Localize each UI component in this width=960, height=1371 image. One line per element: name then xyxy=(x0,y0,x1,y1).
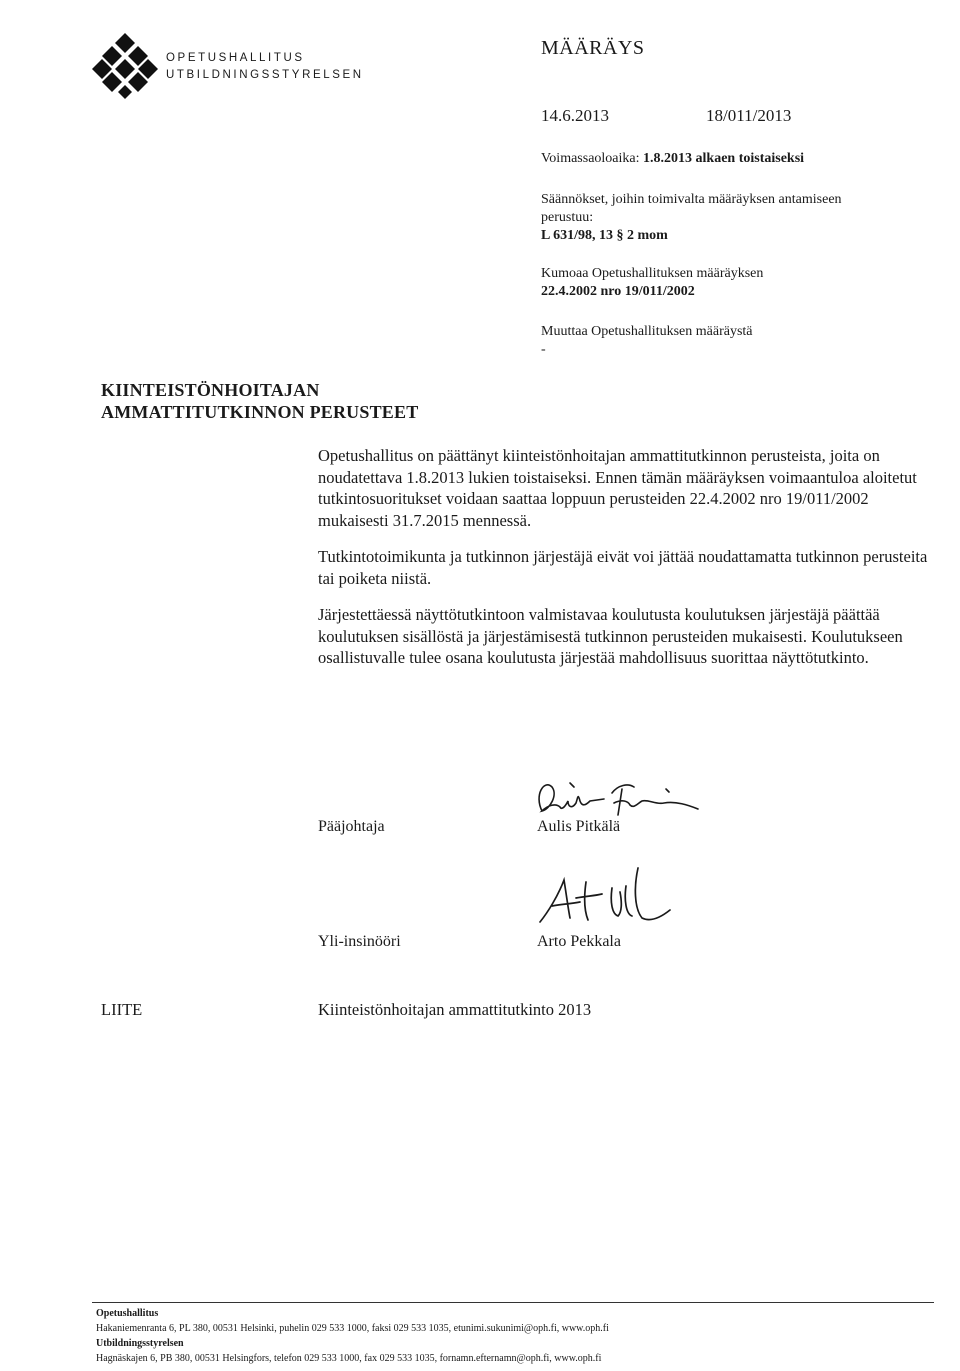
amends-label: Muuttaa Opetushallituksen määräystä xyxy=(541,324,753,339)
repeals xyxy=(541,265,901,301)
signatory-role-2: Yli-insinööri xyxy=(318,933,401,950)
footer-org-fi: Opetushallitus xyxy=(96,1308,159,1319)
amends-value: - xyxy=(541,342,546,357)
signature-icon-2 xyxy=(530,862,680,934)
org-name xyxy=(166,50,364,84)
footer-address-sv: Hagnäskajen 6, PB 380, 00531 Helsingfors, telefon 029 533 1000, fax 029 533 1035, fornamn.efternamn@oph.fi, www.oph.fi xyxy=(96,1353,602,1364)
logo-icon xyxy=(92,33,158,99)
title-line-1: KIINTEISTÖNHOITAJAN xyxy=(101,380,320,400)
validity xyxy=(541,150,901,168)
amends xyxy=(541,323,901,359)
paragraph-3: Järjestettäessä näyttötutkintoon valmistavaa koulutusta koulutuksen järjestäjä päättää koulutuksen sisällöstä ja järjestämisestä tutkinnon perusteiden mukaisesti. Koulutukseen osallistuvalle tulee osana koulutusta järjestää mahdollisuus suorittaa näyttötutkinto. xyxy=(318,605,903,667)
org-name-sv: UTBILDNINGSSTYRELSEN xyxy=(166,69,364,81)
repeals-value: 22.4.2002 nro 19/011/2002 xyxy=(541,284,695,299)
document-type: MÄÄRÄYS xyxy=(541,37,645,59)
signatory-name-2: Arto Pekkala xyxy=(537,933,621,950)
org-name-fi: OPETUSHALLITUS xyxy=(166,52,305,64)
signature-icon xyxy=(530,775,705,823)
footer-divider xyxy=(92,1302,934,1303)
footer xyxy=(96,1306,936,1366)
body-text xyxy=(318,445,928,684)
repeals-label: Kumoaa Opetushallituksen määräyksen xyxy=(541,266,764,281)
signatory-name-1-text: Aulis Pitkälä xyxy=(537,818,621,835)
attachment-label: LIITE xyxy=(101,1000,143,1019)
validity-value: 1.8.2013 alkaen toistaiseksi xyxy=(643,151,805,166)
signatory-role-1: Pääjohtaja xyxy=(318,818,385,835)
authority xyxy=(541,191,896,245)
paragraph-1: Opetushallitus on päättänyt kiinteistönhoitajan ammattitutkinnon perusteista, joita on noudatettava 1.8.2013 lukien toistaiseksi. Ennen tämän määräyksen voimaantuloa aloitetut tutkintosuoritukset voidaan saattaa loppuun perusteiden 22.4.2002 nro 19/011/2002 mukaisesti 31.7.2015 mennessä. xyxy=(318,446,917,530)
paragraph-2: Tutkintotoimikunta ja tutkinnon järjestäjä eivät voi jättää noudattamatta tutkinnon perusteita tai poiketa niistä. xyxy=(318,547,928,588)
authority-label: Säännökset, joihin toimivalta määräyksen antamiseen perustuu: xyxy=(541,192,842,225)
authority-value: L 631/98, 13 § 2 mom xyxy=(541,228,668,243)
document-date: 14.6.2013 xyxy=(541,106,609,125)
attachment-title: Kiinteistönhoitajan ammattitutkinto 2013 xyxy=(318,1000,592,1019)
title-line-2: AMMATTITUTKINNON PERUSTEET xyxy=(101,402,419,422)
footer-address-fi: Hakaniemenranta 6, PL 380, 00531 Helsinki, puhelin 029 533 1000, faksi 029 533 1035, etunimi.sukunimi@oph.fi, www.oph.fi xyxy=(96,1323,609,1334)
validity-label: Voimassaoloaika: xyxy=(541,151,640,166)
footer-org-sv: Utbildningsstyrelsen xyxy=(96,1338,184,1349)
document-reference: 18/011/2013 xyxy=(706,106,792,125)
document-title xyxy=(101,379,418,423)
